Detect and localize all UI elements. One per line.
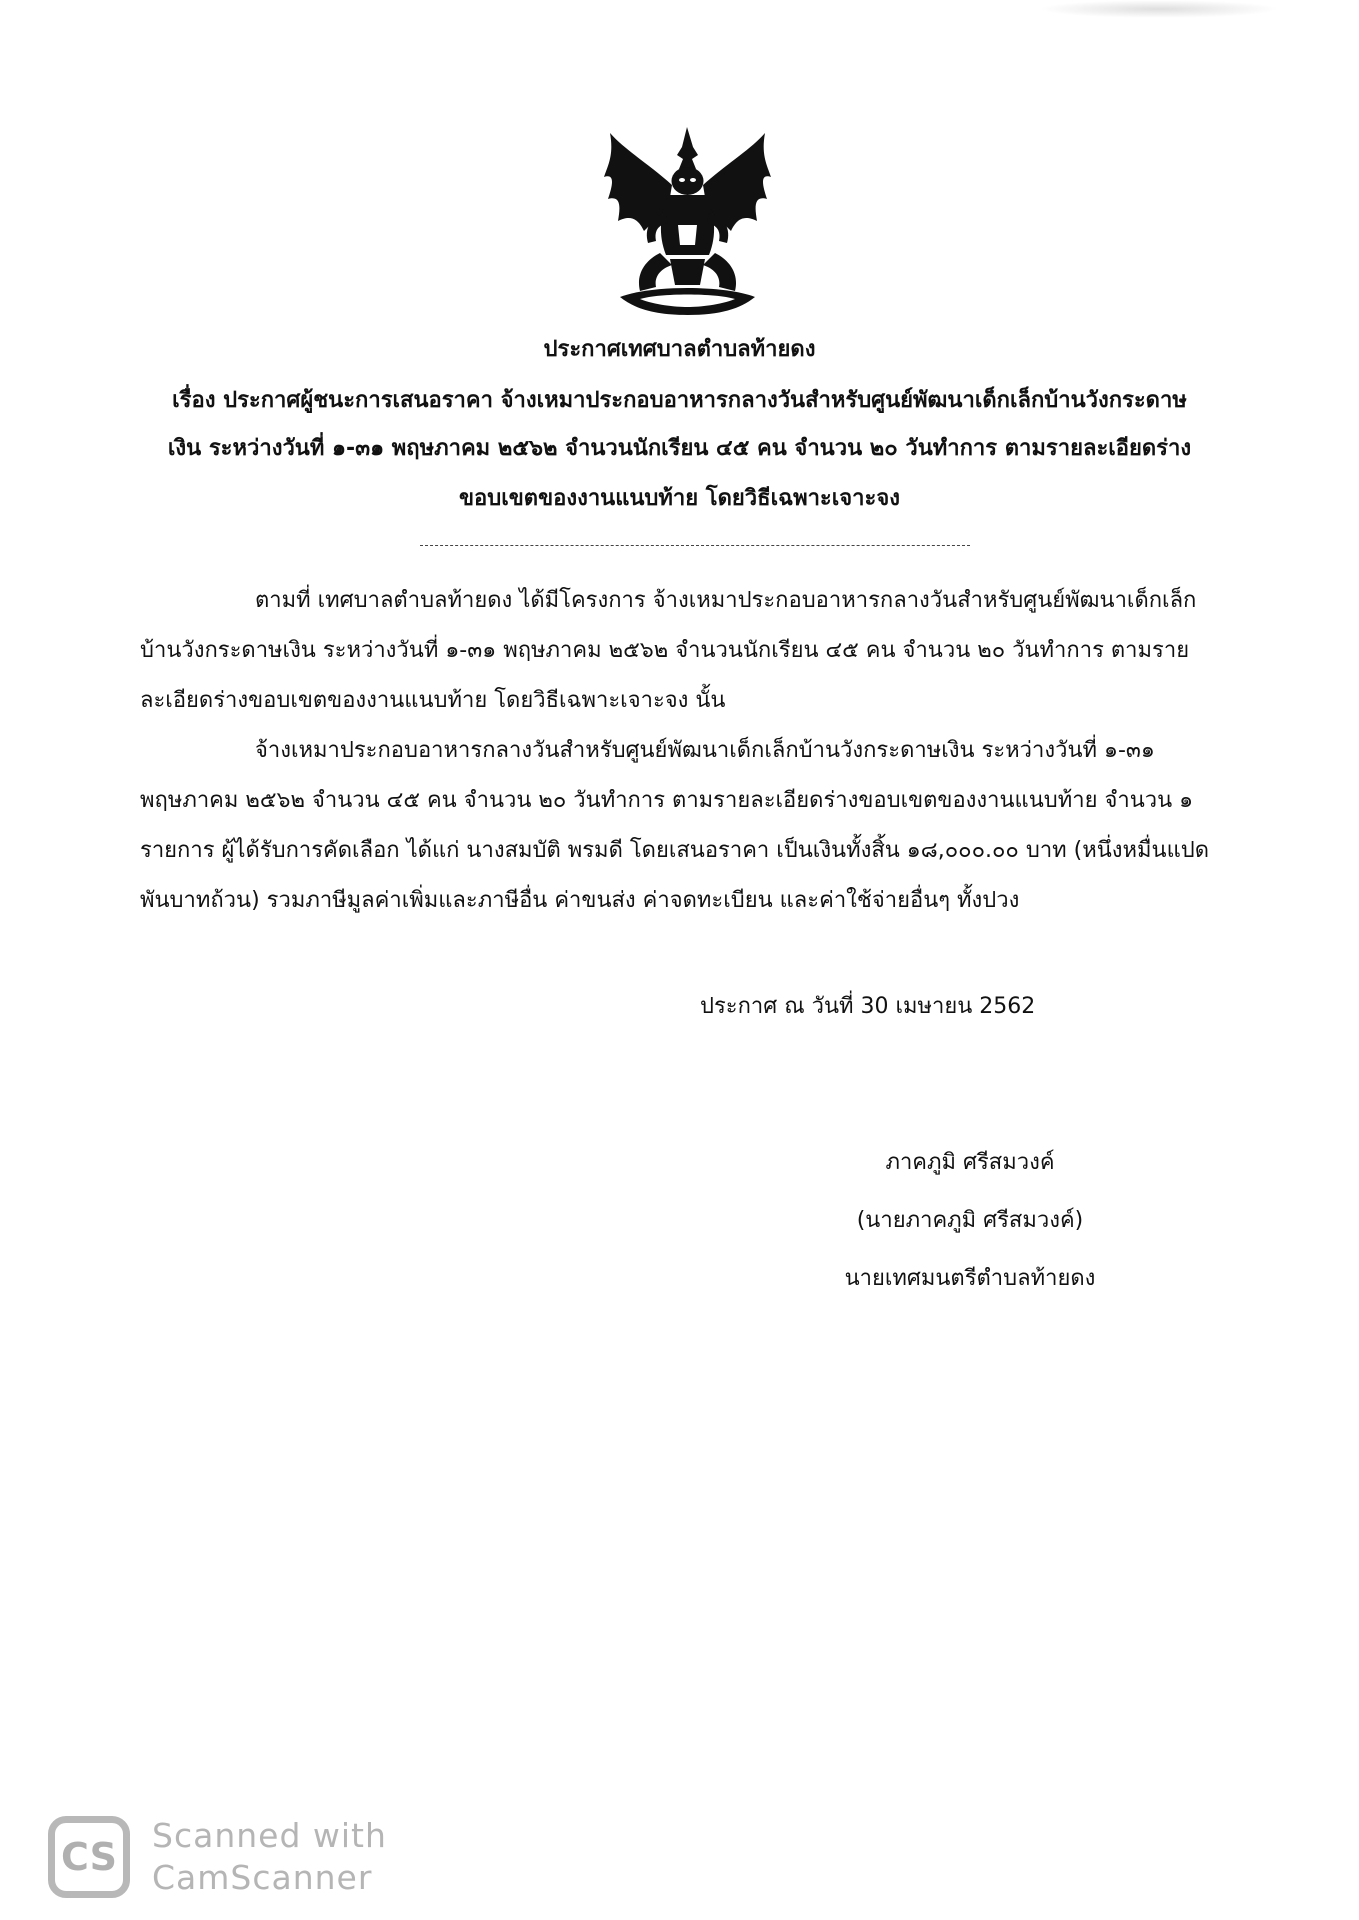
paragraph2-line-4: พันบาทถ้วน) รวมภาษีมูลค่าเพิ่มและภาษีอื่น ค่าขนส่ง ค่าจดทะเบียน และค่าใช้จ่ายอื่นๆ ทั้งปวง [140,888,1020,913]
garuda-emblem-icon [600,125,775,315]
announcement-date: ประกาศ ณ วันที่ 30 เมษายน 2562 [700,994,1036,1019]
scan-smudge [1039,0,1279,18]
camscanner-watermark [48,1815,387,1899]
signature-position: นายเทศมนตรีตำบลท้ายดง [844,1266,1096,1291]
paragraph2-line-1: จ้างเหมาประกอบอาหารกลางวันสำหรับศูนย์พัฒนาเด็กเล็กบ้านวังกระดาษเงิน ระหว่างวันที่ ๑-๓๑ [255,738,1155,763]
paragraph2-line-3: รายการ ผู้ได้รับการคัดเลือก ได้แก่ นางสมบัติ พรมดี โดยเสนอราคา เป็นเงินทั้งสิ้น ๑๘,๐๐๐.๐๐ บาท (หนึ่งหมื่นแปด [140,838,1210,863]
paragraph1-line-1: ตามที่ เทศบาลตำบลท้ายดง ได้มีโครงการ จ้างเหมาประกอบอาหารกลางวันสำหรับศูนย์พัฒนาเด็กเล็ก [255,588,1197,613]
paragraph1-line-2: บ้านวังกระดาษเงิน ระหว่างวันที่ ๑-๓๑ พฤษภาคม ๒๕๖๒ จำนวนนักเรียน ๔๕ คน จำนวน ๒๐ วันทำการ ตามราย [140,638,1190,663]
camscanner-logo-icon: CS [48,1816,130,1898]
watermark-line-2: CamScanner [152,1858,373,1897]
subject-line-3: ขอบเขตของงานแนบท้าย โดยวิธีเฉพาะเจาะจง [459,486,900,511]
subject-line-2: เงิน ระหว่างวันที่ ๑-๓๑ พฤษภาคม ๒๕๖๒ จำนวนนักเรียน ๔๕ คน จำนวน ๒๐ วันทำการ ตามรายละเอียดร่าง [167,436,1192,461]
divider-line [420,545,970,546]
paragraph2-line-2: พฤษภาคม ๒๕๖๒ จำนวน ๔๕ คน จำนวน ๒๐ วันทำการ ตามรายละเอียดร่างขอบเขตของงานแนบท้าย จำนวน ๑ [140,788,1194,813]
signature-printed-name: (นายภาคภูมิ ศรีสมวงค์) [856,1208,1084,1233]
watermark-line-1: Scanned with [152,1816,387,1855]
paragraph1-line-3: ละเอียดร่างขอบเขตของงานแนบท้าย โดยวิธีเฉพาะเจาะจง นั้น [140,688,726,713]
signature-name: ภาคภูมิ ศรีสมวงค์ [885,1150,1055,1175]
watermark-text [152,1815,387,1899]
agency-title: ประกาศเทศบาลตำบลท้ายดง [543,337,816,362]
subject-line-1: เรื่อง ประกาศผู้ชนะการเสนอราคา จ้างเหมาประกอบอาหารกลางวันสำหรับศูนย์พัฒนาเด็กเล็กบ้านวังกระดาษ [172,388,1187,413]
